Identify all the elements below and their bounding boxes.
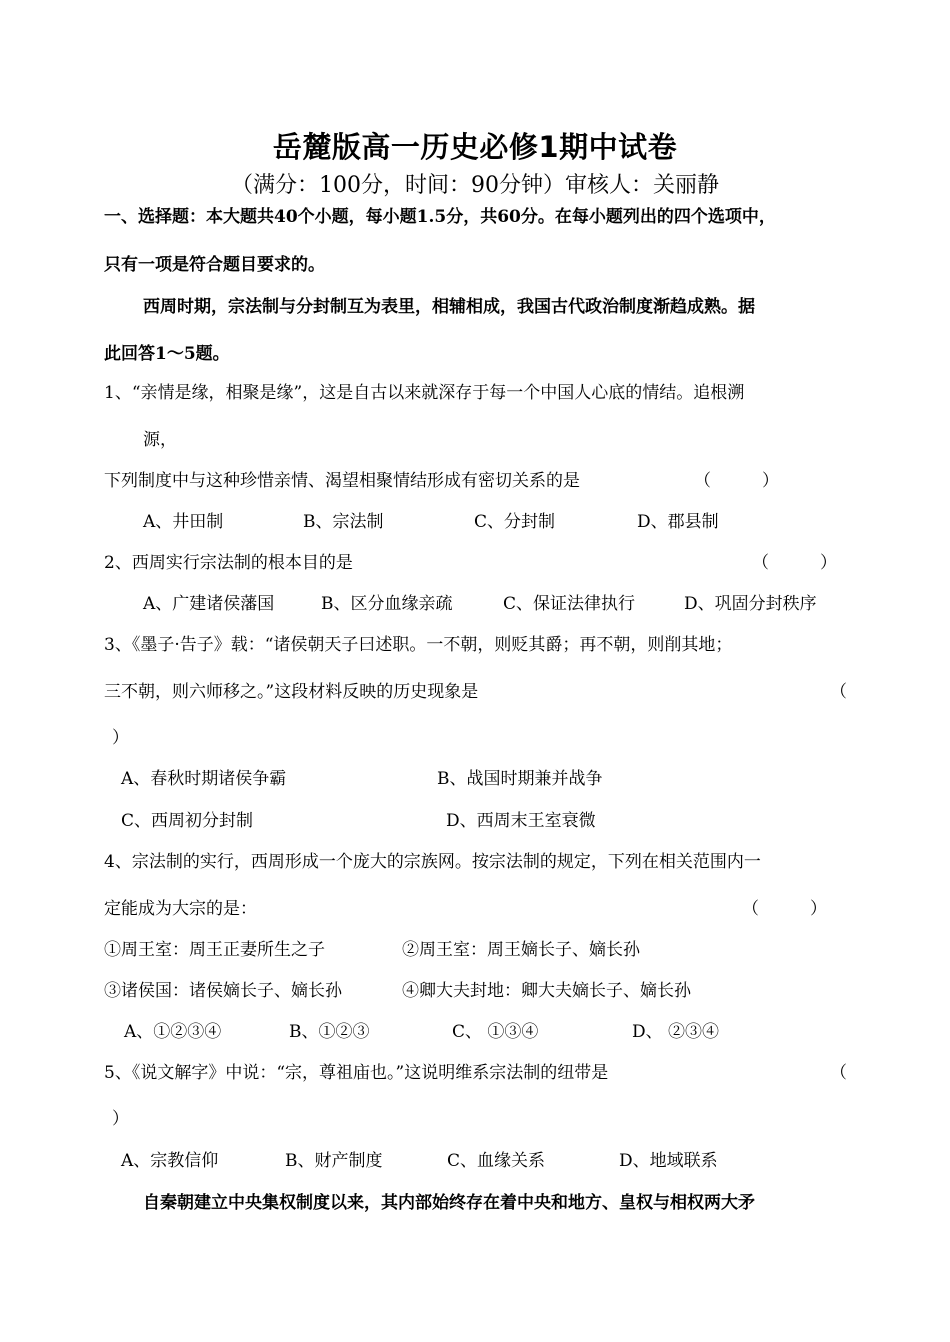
question-4-item-3: ③诸侯国：诸侯嫡长子、嫡长孙: [104, 981, 342, 1001]
question-5-paren-close: ）: [112, 1109, 129, 1129]
question-5-option-d: D、地域联系: [619, 1151, 718, 1171]
section-heading-line1: 一、选择题：本大题共40个小题，每小题1.5分，共60分。在每小题列出的四个选项中，: [104, 207, 776, 227]
question-5-option-b: B、财产制度: [285, 1151, 383, 1171]
section-heading-line2: 只有一项是符合题目要求的。: [104, 255, 325, 275]
question-1-line2: 源，: [143, 430, 177, 450]
question-4-answer-blank: （ ）: [742, 899, 827, 919]
question-4-item-4: ④卿大夫封地：卿大夫嫡长子、嫡长孙: [402, 981, 691, 1001]
question-4-line1: 4、宗法制的实行，西周形成一个庞大的宗族网。按宗法制的规定，下列在相关范围内一: [104, 852, 761, 872]
question-1-option-a: A、井田制: [143, 512, 224, 532]
exam-subtitle: （满分：100分，时间：90分钟）审核人：关丽静: [231, 173, 719, 198]
question-3-option-d: D、西周末王室衰微: [446, 811, 596, 831]
question-4-item-1: ①周王室：周王正妻所生之子: [104, 940, 325, 960]
question-4-option-d: D、 ②③④: [632, 1022, 720, 1042]
question-2-option-a: A、广建诸侯藩国: [143, 594, 275, 614]
question-1-line3: 下列制度中与这种珍惜亲情、渴望相聚情结形成有密切关系的是: [104, 471, 580, 491]
question-3-paren-close: ）: [112, 728, 129, 748]
question-5-line1: 5、《说文解字》中说：“宗，尊祖庙也。”这说明维系宗法制的纽带是: [104, 1063, 609, 1083]
question-1-option-c: C、分封制: [474, 512, 556, 532]
question-1-option-d: D、郡县制: [637, 512, 719, 532]
intro-paragraph-line1: 西周时期，宗法制与分封制互为表里，相辅相成，我国古代政治制度渐趋成熟。据: [143, 297, 755, 317]
question-5-option-c: C、血缘关系: [447, 1151, 546, 1171]
question-2-option-d: D、巩固分封秩序: [684, 594, 817, 614]
question-3-option-a: A、春秋时期诸侯争霸: [121, 769, 287, 789]
question-5-option-a: A、宗教信仰: [121, 1151, 219, 1171]
question-3-option-c: C、西周初分封制: [121, 811, 254, 831]
exam-title: 岳麓版高一历史必修1期中试卷: [272, 130, 678, 164]
question-2-line1: 2、西周实行宗法制的根本目的是: [104, 553, 353, 573]
question-3-line2: 三不朝，则六师移之。”这段材料反映的历史现象是: [104, 682, 479, 702]
question-3-option-b: B、战国时期兼并战争: [437, 769, 603, 789]
question-3-line1: 3、《墨子·告子》载：“诸侯朝天子曰述职。一不朝，则贬其爵；再不朝，则削其地；: [104, 635, 733, 655]
question-3-paren-open: （: [830, 682, 847, 702]
question-4-line2: 定能成为大宗的是：: [104, 899, 257, 919]
question-4-option-a: A、①②③④: [124, 1022, 222, 1042]
question-2-answer-blank: （ ）: [752, 553, 837, 573]
question-1-option-b: B、宗法制: [303, 512, 384, 532]
question-2-option-c: C、保证法律执行: [503, 594, 636, 614]
question-4-option-c: C、 ①③④: [452, 1022, 539, 1042]
intro-paragraph-line2: 此回答1～5题。: [104, 344, 230, 364]
question-1-answer-blank: （ ）: [694, 471, 779, 491]
question-5-paren-open: （: [830, 1063, 847, 1083]
question-2-option-b: B、区分血缘亲疏: [321, 594, 453, 614]
question-1-line1: 1、“亲情是缘，相聚是缘”，这是自古以来就深存于每一个中国人心底的情结。追根溯: [104, 383, 745, 403]
question-4-item-2: ②周王室：周王嫡长子、嫡长孙: [402, 940, 640, 960]
intro-paragraph-2-line1: 自秦朝建立中央集权制度以来，其内部始终存在着中央和地方、皇权与相权两大矛: [143, 1193, 755, 1213]
question-4-option-b: B、①②③: [289, 1022, 370, 1042]
